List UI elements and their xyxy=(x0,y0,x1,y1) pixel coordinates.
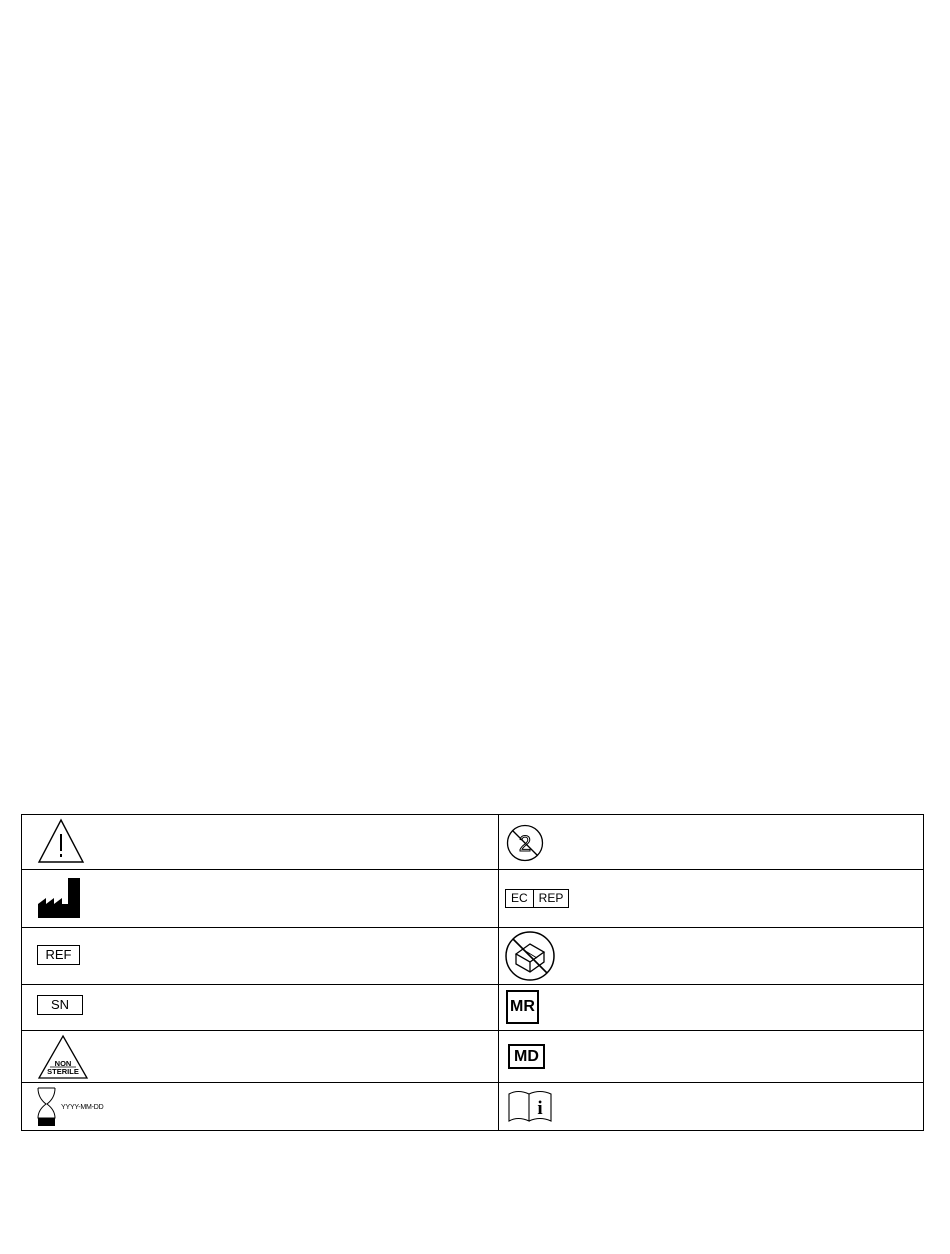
do-not-reuse-glyph: 2 xyxy=(518,831,532,856)
table-cell xyxy=(499,870,924,928)
table-cell xyxy=(499,985,924,1031)
table-cell xyxy=(499,928,924,985)
medical-device-icon: MD xyxy=(508,1044,545,1069)
table-row xyxy=(22,985,924,1031)
table-row xyxy=(22,928,924,985)
caution-warning-icon xyxy=(37,818,85,864)
table-cell xyxy=(499,815,924,870)
table-row xyxy=(22,870,924,928)
table-cell xyxy=(22,928,499,985)
table-row xyxy=(22,815,924,870)
catalog-number-icon: REF xyxy=(37,945,80,965)
ec-rep-ec-label: EC xyxy=(511,891,528,905)
ec-rep-icon xyxy=(505,889,569,908)
do-not-reuse-icon xyxy=(505,823,545,863)
ec-rep-rep-label: REP xyxy=(533,890,569,907)
table-cell xyxy=(22,815,499,870)
table-cell xyxy=(22,985,499,1031)
non-sterile-line2: STERILE xyxy=(47,1067,79,1076)
table-cell xyxy=(22,870,499,928)
use-by-date-icon xyxy=(35,1086,59,1128)
table-row xyxy=(22,1031,924,1083)
non-sterile-icon xyxy=(37,1034,89,1080)
table-row xyxy=(22,1083,924,1131)
table-cell xyxy=(22,1031,499,1083)
non-sterile-line1: NON xyxy=(54,1059,72,1068)
table-cell xyxy=(22,1083,499,1131)
manufacturer-icon xyxy=(38,878,80,918)
table-cell xyxy=(499,1083,924,1131)
serial-number-icon: SN xyxy=(37,995,83,1015)
symbols-table xyxy=(21,814,924,1131)
info-glyph: i xyxy=(537,1098,543,1119)
do-not-use-if-damaged-icon xyxy=(504,930,556,982)
mr-conditional-icon: MR xyxy=(506,990,539,1024)
consult-instructions-icon xyxy=(507,1089,553,1123)
use-by-date-format: YYYY-MM-DD xyxy=(61,1104,104,1111)
table-cell xyxy=(499,1031,924,1083)
